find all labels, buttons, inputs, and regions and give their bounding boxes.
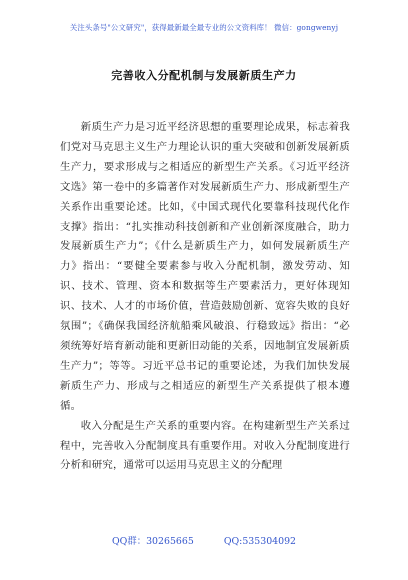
footer-qq: QQ:535304092 [223, 536, 297, 547]
footer-qq-group: QQ群：30265665 [111, 536, 194, 547]
paragraph: 新质生产力是习近平经济思想的重要理论成果，标志着我们党对马克思主义生产力理论认识的重大突破和创新发展新质生产力，要求形成与之相适应的新型生产关系。《习近平经济文选》第一卷中的多篇著作对发展新质生产力、形成新型生产关系作出重要论述。比如，《中国式现代化要靠科技现代化作支撑》指出：“扎实推动科技创新和产业创新深度融合，助力发展新质生产力”；《什么是新质生产力，如何发展新质生产力》指出：“要健全要素参与收入分配机制，激发劳动、知识、技术、管理、资本和数据等生产要素活力，更好体现知识、技术、人才的市场价值，营造鼓励创新、宽容失败的良好氛围”；《确保我国经济航船乘风破浪、行稳致远》指出：“必须统筹好培育新动能和更新旧动能的关系，因地制宜发展新质生产力”；等等。习近平总书记的重要论述，为我们加快发展新质生产力、形成与之相适应的新型生产关系提供了根本遵循。 [60, 121, 350, 412]
header-note: 关注头条号"公文研究"，获得最新最全最专业的公文资料库！ 微信：gongwenyj [69, 23, 339, 32]
paragraph: 收入分配是生产关系的重要内容。在构建新型生产关系过程中，完善收入分配制度具有重要作用。对收入分配制度进行分析和研究，通常可以运用马克思主义的分配理 [60, 419, 350, 472]
document-body [60, 118, 350, 476]
document-title: 完善收入分配机制与发展新质生产力 [111, 69, 297, 82]
footer [0, 533, 408, 547]
